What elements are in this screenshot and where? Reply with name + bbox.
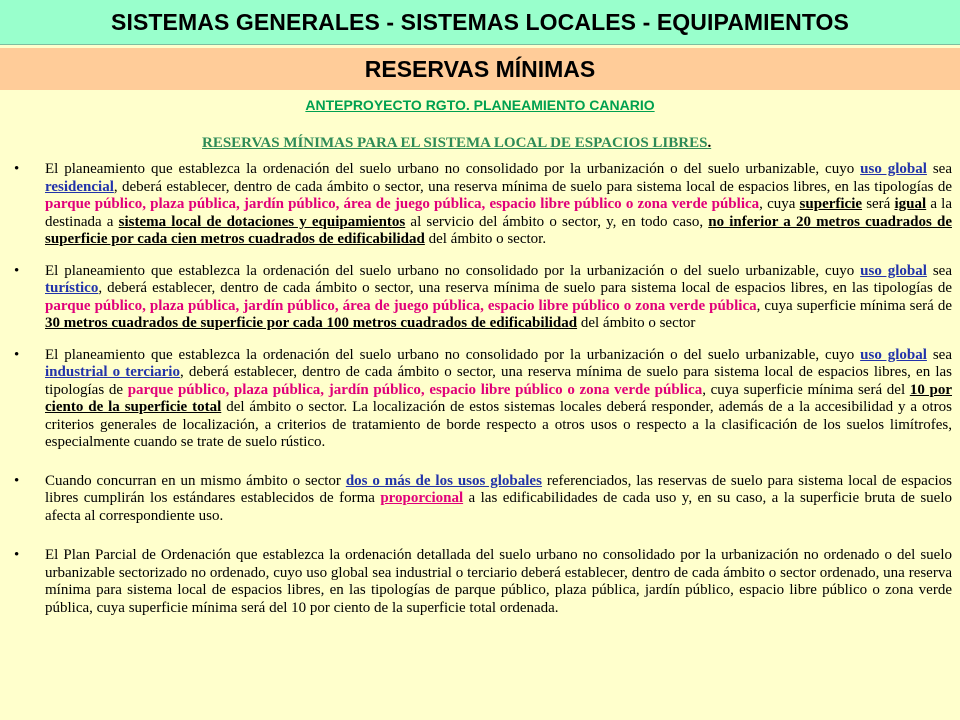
paragraph-usos-concurrentes (14, 473, 952, 526)
text: sea (926, 161, 952, 177)
text: , cuya superficie mínima será de (756, 297, 952, 314)
paragraph-plan-parcial (14, 547, 952, 617)
bullet: • (14, 161, 20, 177)
text: El Plan Parcial de Ordenación que establezca la ordenación detallada del suelo urbano no consolidado por la urbanización no ordenado o del suelo urbanizable sectorizado no ordenado, cuyo uso global sea industrial o terciario deberá establecer, dentro de cada ámbito o sector ordenado, una reserva mínima para sistema local de espacios libres, en las tipologías de parque público, plaza pública, jardín público, espacio libre público o zona verde pública, cuya superficie mínima será del 10 por ciento de la superficie total ordenada. (45, 547, 952, 616)
subtitle-banner (0, 48, 960, 90)
link-industrial-terciario[interactable]: industrial o terciario (45, 364, 180, 380)
link-uso-global[interactable]: uso global (860, 262, 927, 279)
page-title: SISTEMAS GENERALES - SISTEMAS LOCALES - EQUIPAMIENTOS (111, 8, 849, 35)
page-subtitle: RESERVAS MÍNIMAS (364, 55, 596, 82)
bullet: • (14, 346, 20, 363)
paragraph-residencial (14, 161, 952, 249)
bullet: • (14, 547, 20, 563)
text: , deberá establecer, dentro de cada ámbito o sector, una reserva mínima de suelo para sistema local de espacios libres, en las tipologías de (113, 178, 952, 195)
bullet: • (14, 262, 20, 279)
title-banner (0, 0, 960, 45)
link-residencial[interactable]: residencial (45, 178, 114, 195)
text: El planeamiento que establezca la ordenación del suelo urbano no consolidado por la urbanización o del suelo urbanizable, cuyo (45, 346, 861, 363)
text: del ámbito o sector (577, 315, 696, 331)
paragraph-turistico (14, 263, 952, 333)
highlight-tipologias: parque público, plaza pública, jardín público, área de juego pública, espacio libre público o zona verde pública (45, 297, 757, 314)
text: del ámbito o sector. La localización de estos sistemas locales deberá responder, además de a la accesibilidad y a otros criterios generales de localización, a criterios de tratamiento de borde respecto a otros usos o respecto a la clasificación de los suelos limítrofes, especialmente cuando se trate de suelo rústico. (45, 399, 952, 450)
text: , cuya superficie mínima será del (702, 381, 910, 398)
text: sea (926, 346, 952, 363)
source-reference (0, 97, 960, 113)
text: , deberá establecer, dentro de cada ámbito o sector, una reserva mínima de suelo para sistema local de espacios libres, en las tipologías de (45, 364, 952, 398)
link-proporcional[interactable]: proporcional (380, 490, 464, 506)
text: El planeamiento que establezca la ordenación del suelo urbano no consolidado por la urbanización o del suelo urbanizable, cuyo (45, 262, 861, 279)
section-title-link[interactable]: RESERVAS MÍNIMAS PARA EL SISTEMA LOCAL DE ESPACIOS LIBRES (202, 135, 708, 151)
emphasis-minimum-standard: 30 metros cuadrados de superficie por cada 100 metros cuadrados de edificabilidad (45, 315, 578, 331)
highlight-tipologias: parque público, plaza pública, jardín público, espacio libre público o zona verde pública (127, 381, 703, 398)
emphasis-superficie: superficie (799, 196, 863, 212)
paragraph-industrial (14, 347, 952, 452)
text: a las edificabilidades de cada uso y, en su caso, a la superficie bruta de suelo afecta al correspondiente uso. (45, 490, 952, 524)
text: , deberá establecer, dentro de cada ámbito o sector, una reserva mínima de suelo para sistema local de espacios libres, en las tipologías de (98, 280, 952, 296)
emphasis-sistema-local: sistema local de dotaciones y equipamientos (118, 213, 406, 230)
text: sea (926, 262, 952, 279)
text: Cuando concurran en un mismo ámbito o sector (45, 472, 346, 489)
link-usos-globales[interactable]: dos o más de los usos globales (345, 472, 542, 489)
emphasis-minimum-standard: 10 por ciento de la superficie total (45, 381, 952, 415)
text: del ámbito o sector. (424, 231, 547, 247)
text: El planeamiento que establezca la ordenación del suelo urbano no consolidado por la urbanización o del suelo urbanizable, cuyo (45, 161, 861, 177)
text: , cuya (759, 196, 800, 212)
text: a la destinada a (45, 196, 952, 230)
emphasis-igual: igual (894, 196, 927, 212)
bullet: • (14, 472, 20, 489)
link-uso-global[interactable]: uso global (860, 346, 927, 363)
section-heading (202, 135, 711, 152)
highlight-tipologias: parque público, plaza pública, jardín público, área de juego pública, espacio libre público o zona verde pública (45, 196, 760, 212)
emphasis-minimum-standard: no inferior a 20 metros cuadrados de superficie por cada cien metros cuadrados de edificabilidad (45, 213, 952, 247)
text: al servicio del ámbito o sector, y, en todo caso, (405, 213, 709, 230)
link-turistico[interactable]: turístico (45, 280, 99, 296)
section-period: . (707, 135, 712, 151)
text: referenciados, las reservas de suelo para sistema local de espacios libres cumplirán los estándares establecidos de forma (45, 472, 952, 506)
link-uso-global[interactable]: uso global (860, 161, 927, 177)
document-body (14, 161, 952, 617)
text: será (862, 196, 895, 212)
source-link[interactable]: ANTEPROYECTO RGTO. PLANEAMIENTO CANARIO (305, 97, 655, 113)
